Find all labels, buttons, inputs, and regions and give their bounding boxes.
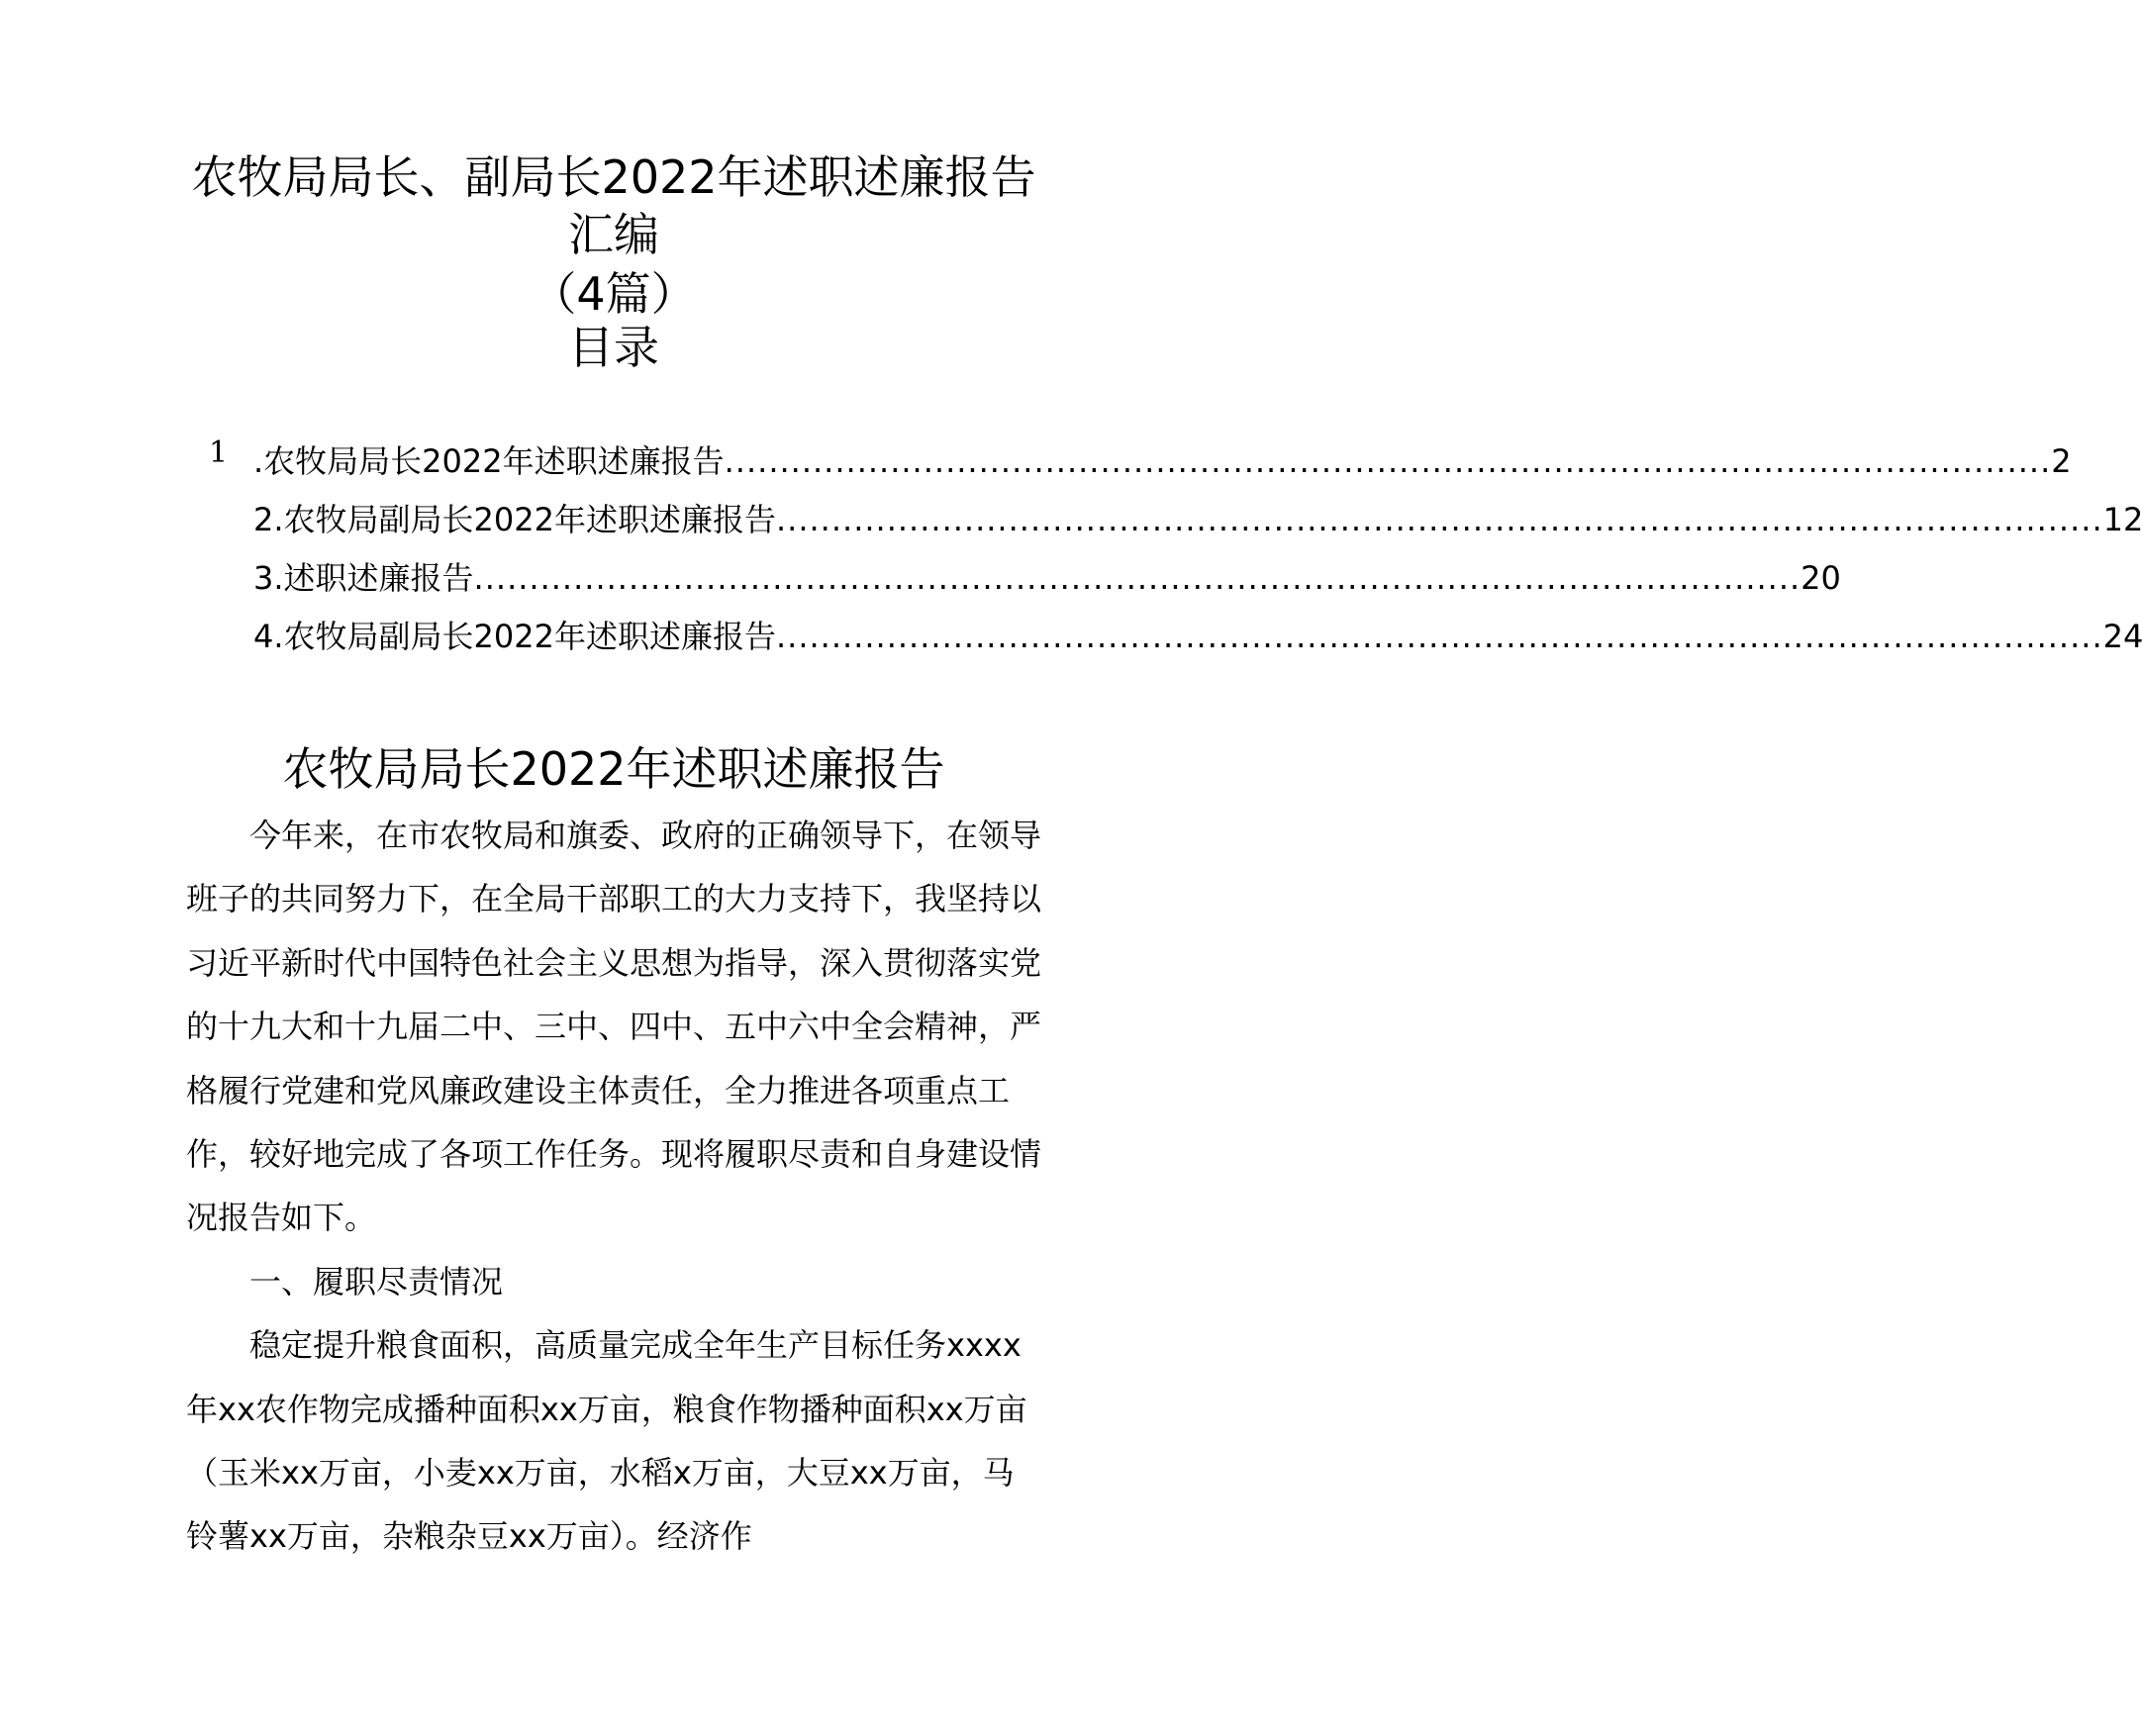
toc-page-number: 2 (2051, 442, 2072, 480)
toc-entry-title: .农牧局局长2022年述职述廉报告 (253, 442, 725, 480)
toc-marker: 1 (209, 435, 229, 470)
section-title: 农牧局局长2022年述职述廉报告 (282, 742, 945, 796)
toc-leader-dots: ........................................................................................................................ (473, 559, 1802, 597)
document-title-line-2: 汇编 (568, 208, 659, 261)
toc-leader-dots: ........................................................................................................................ (775, 501, 2103, 538)
section-heading: 一、履职尽责情况 (249, 1262, 504, 1301)
toc-page-number: 24 (2102, 618, 2143, 655)
toc-entry-title: 2.农牧局副局长2022年述职述廉报告 (253, 501, 776, 538)
toc-entry-4[interactable] (253, 609, 2143, 664)
toc-page-number: 12 (2102, 501, 2143, 538)
toc-entry-2[interactable] (253, 492, 2143, 547)
toc-heading: 目录 (568, 321, 659, 374)
toc-entry-title: 3.述职述廉报告 (253, 559, 474, 597)
toc-leader-dots: ........................................................................................................................ (724, 442, 2052, 480)
report-body (186, 804, 1041, 1569)
toc-entry-3[interactable] (253, 550, 1841, 606)
toc-leader-dots: ........................................................................................................................ (775, 618, 2103, 655)
toc-page-number: 20 (1801, 559, 1841, 597)
toc-entry-1[interactable] (253, 434, 2072, 489)
body-paragraph: 稳定提升粮食面积，高质量完成全年生产目标任务xxxx年xx农作物完成播种面积xx万亩，粮食作物播种面积xx万亩（玉米xx万亩，小麦xx万亩，水稻x万亩，大豆xx万亩，马铃薯xx万亩，杂粮杂豆xx万亩）。经济作 (186, 1326, 1027, 1556)
toc-entry-title: 4.农牧局副局长2022年述职述廉报告 (253, 618, 776, 655)
body-paragraph: 今年来，在市农牧局和旗委、政府的正确领导下，在领导班子的共同努力下，在全局干部职工的大力支持下，我坚持以习近平新时代中国特色社会主义思想为指导，深入贯彻落实党的十九大和十九届二中、三中、四中、五中六中全会精神，严格履行党建和党风廉政建设主体责任，全力推进各项重点工作，较好地完成了各项工作任务。现将履职尽责和自身建设情况报告如下。 (186, 817, 1042, 1237)
document-title-line-1: 农牧局局长、副局长2022年述职述廉报告 (191, 150, 1036, 204)
document-title-count: （4篇） (531, 267, 697, 321)
